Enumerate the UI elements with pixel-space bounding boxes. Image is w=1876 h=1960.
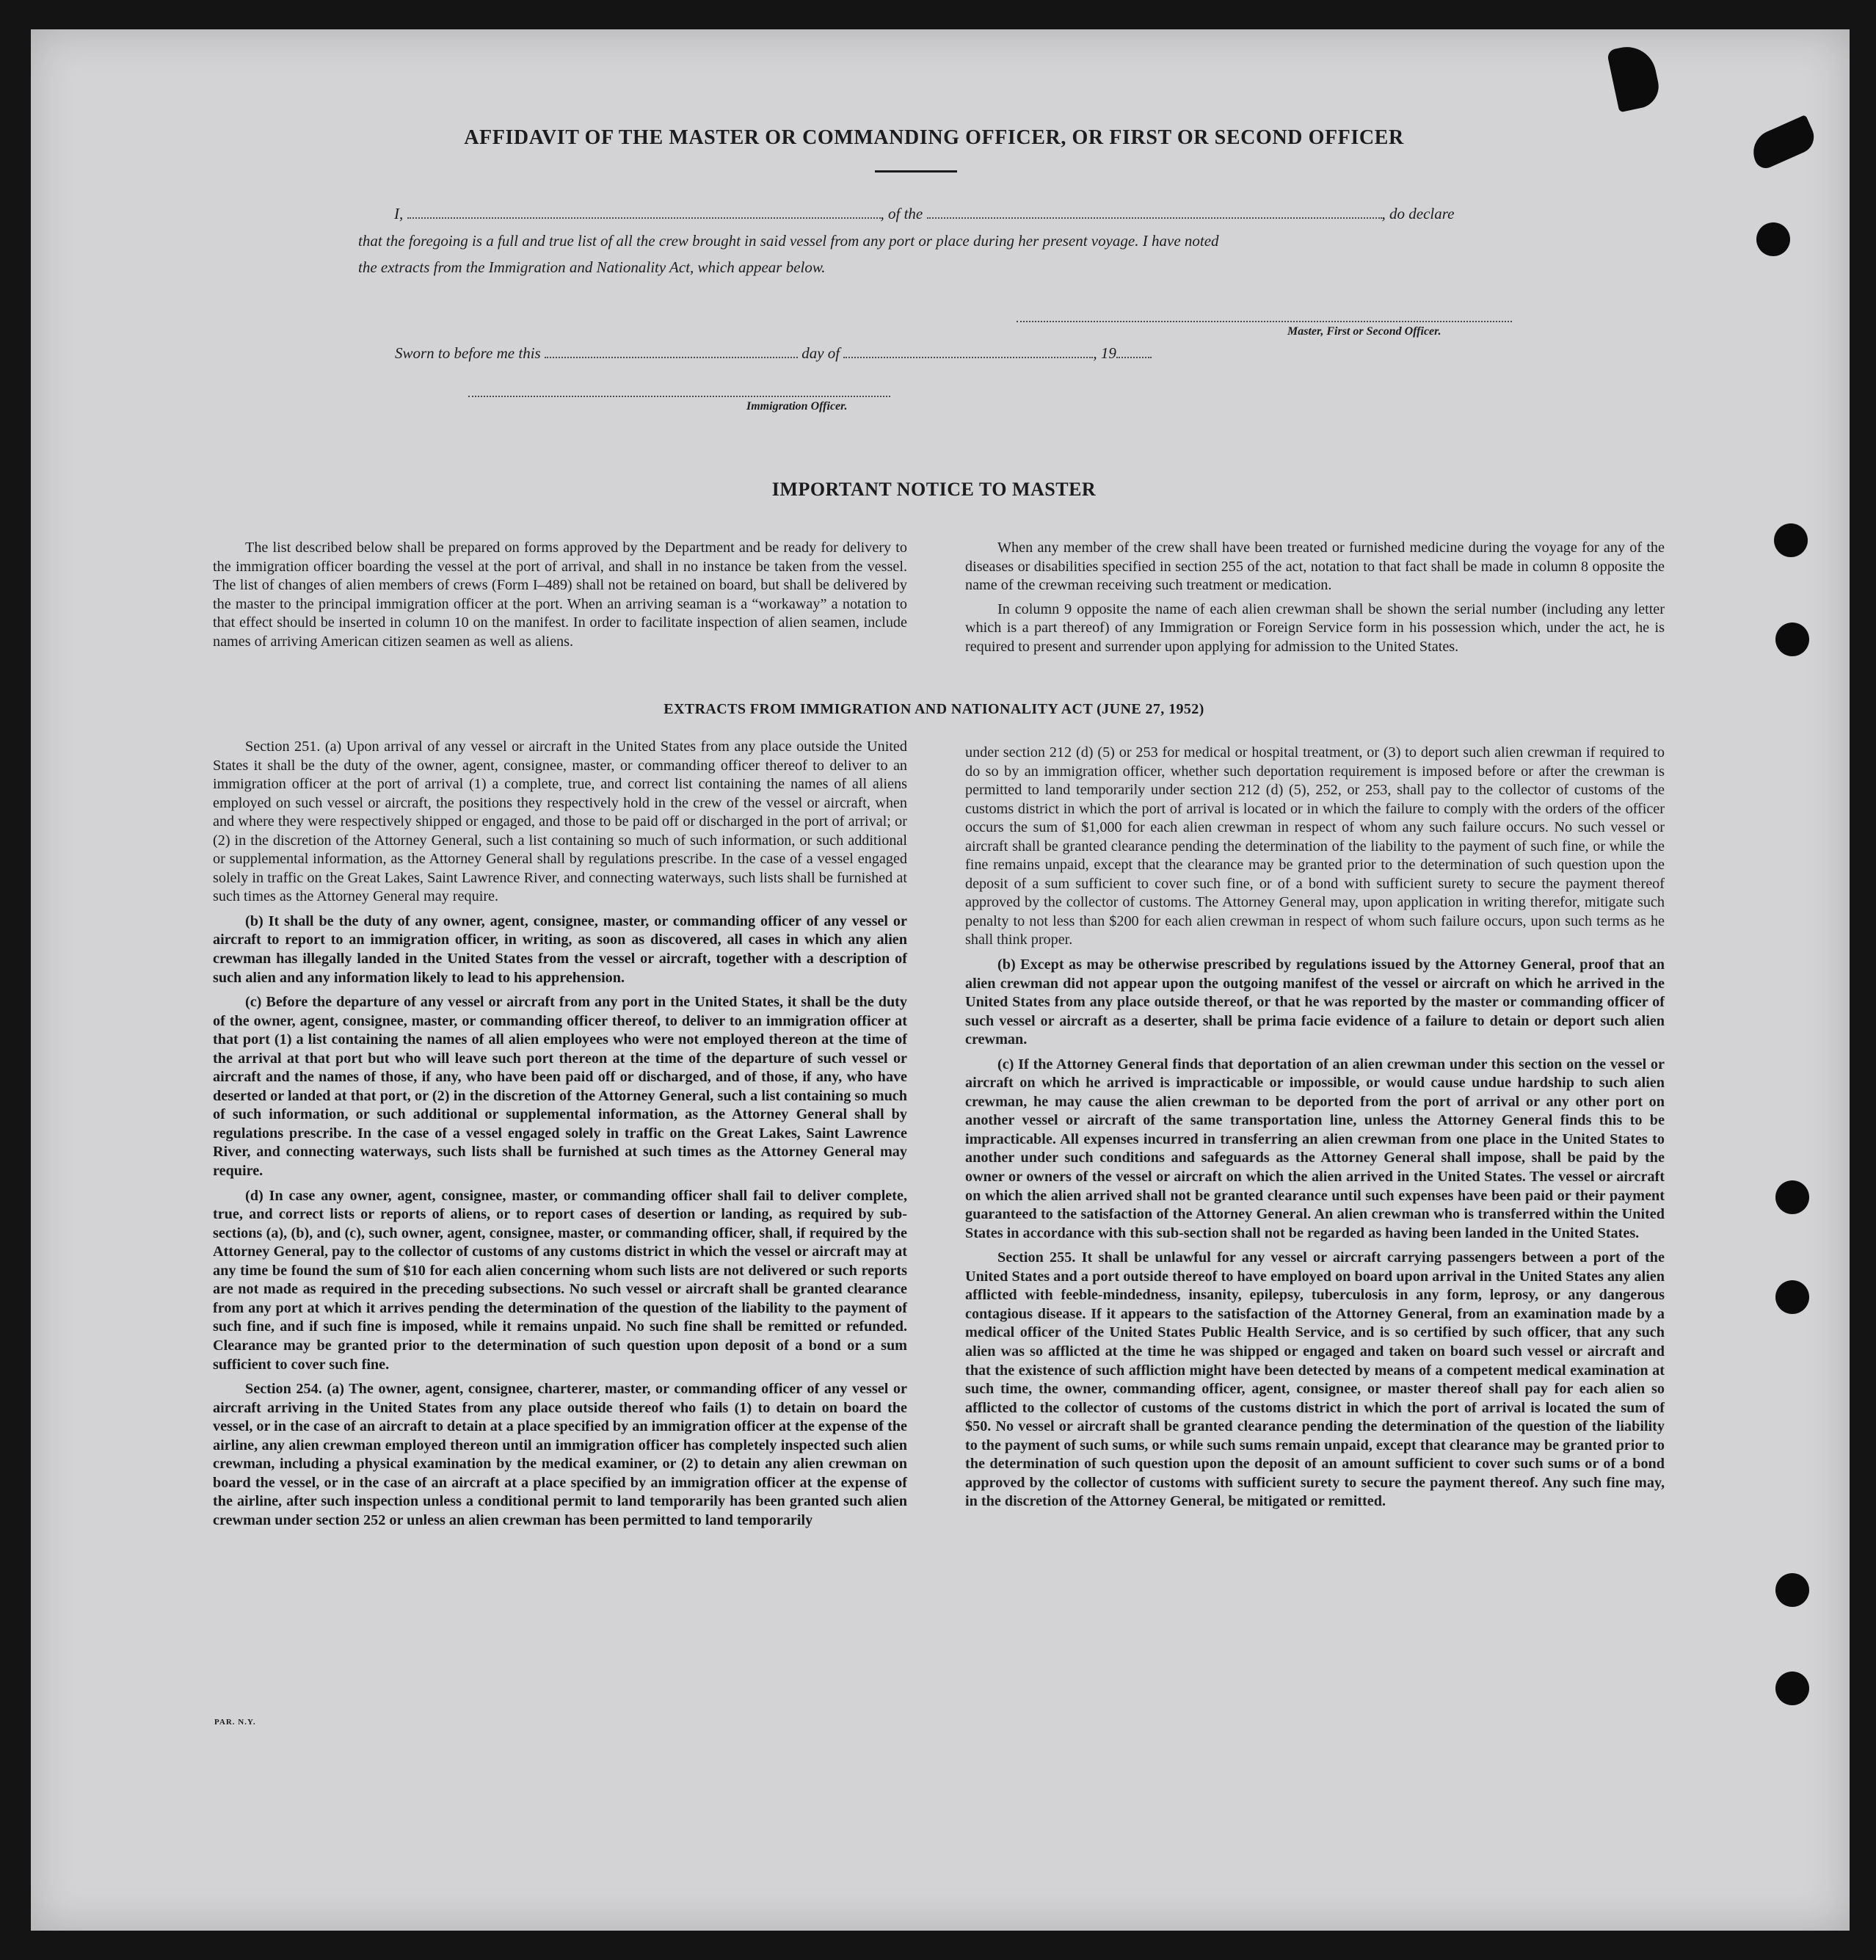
section-254-a: Section 254. (a) The owner, agent, consignee, charterer, master, or commanding officer of any vessel or aircraft arriving in the United States from any place outside thereof who fails (1) to detain on board the vessel, or in the case of an aircraft to detain at a place specified by an immigration officer at the expense of the airline, any alien crewman employed thereon until an immigration officer has completely inspected such alien crewman, including a physical examination by the medical examiner, or (2) to detain any alien crewman on board the vessel, or in the case of an aircraft at a place specified by an immigration officer at the expense of the airline, after such inspection unless a conditional permit to land temporarily has been granted such alien crewman under section 252 or unless an alien crewman has been permitted to land temporarily	[213, 1381, 907, 1528]
section-251-c: (c) Before the departure of any vessel or aircraft from any port in the United States, it shall be the duty of the owner, agent, consignee, master, or commanding officer thereof, to deliver to an immigration officer at that port (1) a list containing the names of all alien employees who were not employed thereon at the time of the arrival at that port but who will leave such port thereon at the time of the departure of such vessel or aircraft and the names of those, if any, who have been paid off or discharged, and of those, if any, who have deserted or landed at that port, or (2) in the discretion of the Attorney General, such a list containing so much of such information, or such additional or supplemental information, as the Attorney General shall by regulations prescribe. In the case of a vessel engaged solely in traffic on the Great Lakes, Saint Lawrence River, and connecting waterways, such lists shall be furnished at such times as the Attorney General may require.	[213, 994, 907, 1180]
declarant-name-field[interactable]	[407, 204, 881, 219]
section-251-b: (b) It shall be the duty of any owner, agent, consignee, master, or commanding officer of any vessel or aircraft to report to an immigration officer, in writing, as soon as discovered, all cases in which any alien crewman has illegally landed in the United States from the vessel or aircraft, together with a description of such alien and any information likely to lead to his apprehension.	[213, 912, 907, 986]
immigration-officer-signature-line[interactable]	[468, 396, 890, 397]
sworn-month-field[interactable]	[843, 344, 1093, 358]
section-254-c: (c) If the Attorney General finds that deportation of an alien crewman under this section on the vessel or aircraft on which he arrived is impracticable or impossible, or would cause undue hardship to such alien crewman, he may cause the alien crewman to be deported from the port of arrival or any other port on another vessel or aircraft of the same transportation line, unless the Attorney General finds this to be impracticable. All expenses incurred in transferring an alien crewman from one place in the United States to another under such conditions and safeguards as the Attorney General shall impose, shall be paid by the owner or owners of the vessel or aircraft on which the alien arrived in the United States. The vessel or aircraft on which the alien arrived shall not be granted clearance until such expenses have been paid or their payment guaranteed to the satisfaction of the Attorney General. An alien crewman who is transferred within the United States in accordance with this sub-section shall not be regarded as having been landed in the United States.	[965, 1056, 1665, 1241]
punch-hole	[1775, 1573, 1809, 1607]
punch-hole	[1775, 1672, 1809, 1705]
extracts-left-column	[213, 738, 907, 1536]
punch-hole	[1775, 1180, 1809, 1214]
extracts-right-column	[965, 744, 1665, 1517]
declaration-line-3: the extracts from the Immigration and Nationality Act, which appear below.	[358, 258, 826, 276]
sworn-label: Sworn to before me this	[395, 344, 541, 362]
punch-hole	[1774, 523, 1808, 557]
title-divider	[875, 170, 957, 173]
punch-hole	[1775, 1280, 1809, 1314]
declaration-line-2: that the foregoing is a full and true list of all the crew brought in said vessel from any port or place during her present voyage. I have noted	[358, 232, 1219, 250]
master-signature-line[interactable]	[1017, 321, 1512, 322]
notice-right-column	[965, 539, 1665, 662]
year-prefix: , 19	[1093, 344, 1116, 362]
affidavit-title: AFFIDAVIT OF THE MASTER OR COMMANDING OFFICER, OR FIRST OR SECOND OFFICER	[464, 126, 1404, 149]
printer-mark: PAR. N.Y.	[214, 1718, 256, 1727]
punch-hole	[1756, 222, 1790, 256]
declaration-line-1	[394, 204, 1454, 223]
section-255: Section 255. It shall be unlawful for any vessel or aircraft carrying passengers between a port of the United States and a port outside thereof to have employed on board upon arrival in the United States any alien afflicted with feeble-mindedness, insanity, epilepsy, tuberculosis in any form, leprosy, or any dangerous contagious disease. If it appears to the satisfaction of the Attorney General, from an examination made by a medical officer of the United States Public Health Service, and is so certified by such officer, that any such alien was so afflicted at the time he was shipped or engaged and taken on board such vessel or aircraft and that the existence of such affliction might have been detected by means of a competent medical examination at such time, the owner, commanding officer, agent, consignee, or master thereof shall pay for each alien so afflicted to the collector of customs of the customs district in which the port of arrival is located the sum of $50. No vessel or aircraft shall be granted clearance pending the determination of the question of the liability to the payment of such sums, or while such sums remain unpaid, except that clearance may be granted prior to the determination of such question upon the deposit of an amount sufficient to cover such sums or of a bond approved by the collector of customs with sufficient surety to secure the payment thereof. Any such fine may, in the discretion of the Attorney General, be mitigated or remitted.	[965, 1249, 1665, 1510]
day-of-label: day of	[801, 344, 840, 362]
notice-paragraph: When any member of the crew shall have been treated or furnished medicine during the voyage for any of the diseases or disabilities specified in section 255 of the act, notation to that fact shall be made in column 8 opposite the name of the crewman receiving such treatment or medication.	[965, 540, 1665, 594]
of-the-label: , of the	[880, 205, 923, 222]
declare-label: , do declare	[1381, 205, 1455, 222]
notice-title: IMPORTANT NOTICE TO MASTER	[771, 479, 1097, 500]
section-251-a: Section 251. (a) Upon arrival of any vessel or aircraft in the United States from any place outside the United States it shall be the duty of the owner, agent, consignee, master, or commanding officer thereof to deliver to an immigration officer at the port of arrival (1) a complete, true, and correct list containing the names of all aliens employed on such vessel or aircraft, the positions they respectively hold in the crew of the vessel or aircraft, when and where they were respectively shipped or engaged, and those to be paid off or discharged in the port of arrival; or (2) in the discretion of the Attorney General, such a list containing so much of such information, or such additional or supplemental information, as the Attorney General shall by regulations prescribe. In the case of a vessel engaged solely in traffic on the Great Lakes, Saint Lawrence River, and connecting waterways, such lists shall be furnished at such times as the Attorney General may require.	[213, 738, 907, 905]
master-caption: Master, First or Second Officer.	[1287, 325, 1441, 338]
declarant-prefix: I,	[394, 205, 404, 222]
sworn-year-field[interactable]	[1116, 344, 1152, 358]
officer-caption: Immigration Officer.	[746, 400, 848, 413]
vessel-name-field[interactable]	[927, 204, 1382, 219]
extracts-title: EXTRACTS FROM IMMIGRATION AND NATIONALITY ACT (JUNE 27, 1952)	[663, 701, 1204, 717]
section-254-b: (b) Except as may be otherwise prescribed by regulations issued by the Attorney General, proof that an alien crewman did not appear upon the outgoing manifest of the vessel or aircraft on which he arrived in the United States from any place outside thereof, or that he was reported by the master or commanding officer of such vessel or aircraft as a deserter, shall be prima facie evidence of a failure to detain or deport such alien crewman.	[965, 957, 1665, 1048]
sworn-day-field[interactable]	[545, 344, 798, 358]
notice-paragraph: In column 9 opposite the name of each alien crewman shall be shown the serial number (including any letter which is a part thereof) of any Immigration or Foreign Service form in his possession which, under the act, he is required to present and surrender upon applying for admission to the United States.	[965, 600, 1665, 655]
sworn-line	[395, 344, 1152, 363]
section-254-a-continued: under section 212 (d) (5) or 253 for medical or hospital treatment, or (3) to deport such alien crewman if required to do so by an immigration officer, whether such deportation requirement is imposed before or after the crewman is permitted to land temporarily under section 212 (d) (5), 252, or 253, shall pay to the collector of customs of the customs district in which the port of arrival is located or in which the failure to comply with the orders of the officer occurs the sum of $1,000 for each alien crewman in respect of whom any such failure occurs. No such vessel or aircraft shall be granted clearance pending the determination of the liability to the payment of such fine, or while the fine remains unpaid, except that the clearance may be granted prior to the determination of such question upon the deposit of a sum sufficient to cover such fine, or of a bond with sufficient surety to secure the payment thereof approved by the collector of customs. The Attorney General may, upon application in writing therefor, mitigate such penalty to not less than $200 for each alien crewman in respect of whom such failure occurs, upon such terms as he shall think proper.	[965, 744, 1665, 948]
notice-paragraph: The list described below shall be prepared on forms approved by the Department and be ready for delivery to the immigration officer boarding the vessel at the port of arrival, and shall in no instance be taken from the vessel. The list of changes of alien members of crews (Form I–489) shall not be retained on board, but shall be delivered by the master to the principal immigration officer at the port. When an arriving seaman is a “workaway” a notation to that effect should be inserted in column 10 on the manifest. In order to facilitate inspection of alien seamen, include names of arriving American citizen seamen as well as aliens.	[213, 540, 907, 650]
section-251-d: (d) In case any owner, agent, consignee, master, or commanding officer shall fail to deliver complete, true, and correct lists or reports of aliens, or to report cases of desertion or landing, as required by sub-sections (a), (b), and (c), such owner, agent, consignee, master, or commanding officer, shall, if required by the Attorney General, pay to the collector of customs of any customs district in which the vessel or aircraft may at any time be found the sum of $10 for each alien concerning whom such lists are not delivered or such reports are not made as required in the preceding subsections. No such vessel or aircraft shall be granted clearance from any port at which it arrives pending the determination of the question of the liability to the payment of such fine, and if such fine is imposed, while it remains unpaid. No such fine shall be remitted or refunded. Clearance may be granted prior to the determination of such question upon deposit of a bond or a sum sufficient to cover such fine.	[213, 1187, 907, 1373]
punch-hole	[1775, 623, 1809, 656]
notice-left-column	[213, 539, 907, 657]
